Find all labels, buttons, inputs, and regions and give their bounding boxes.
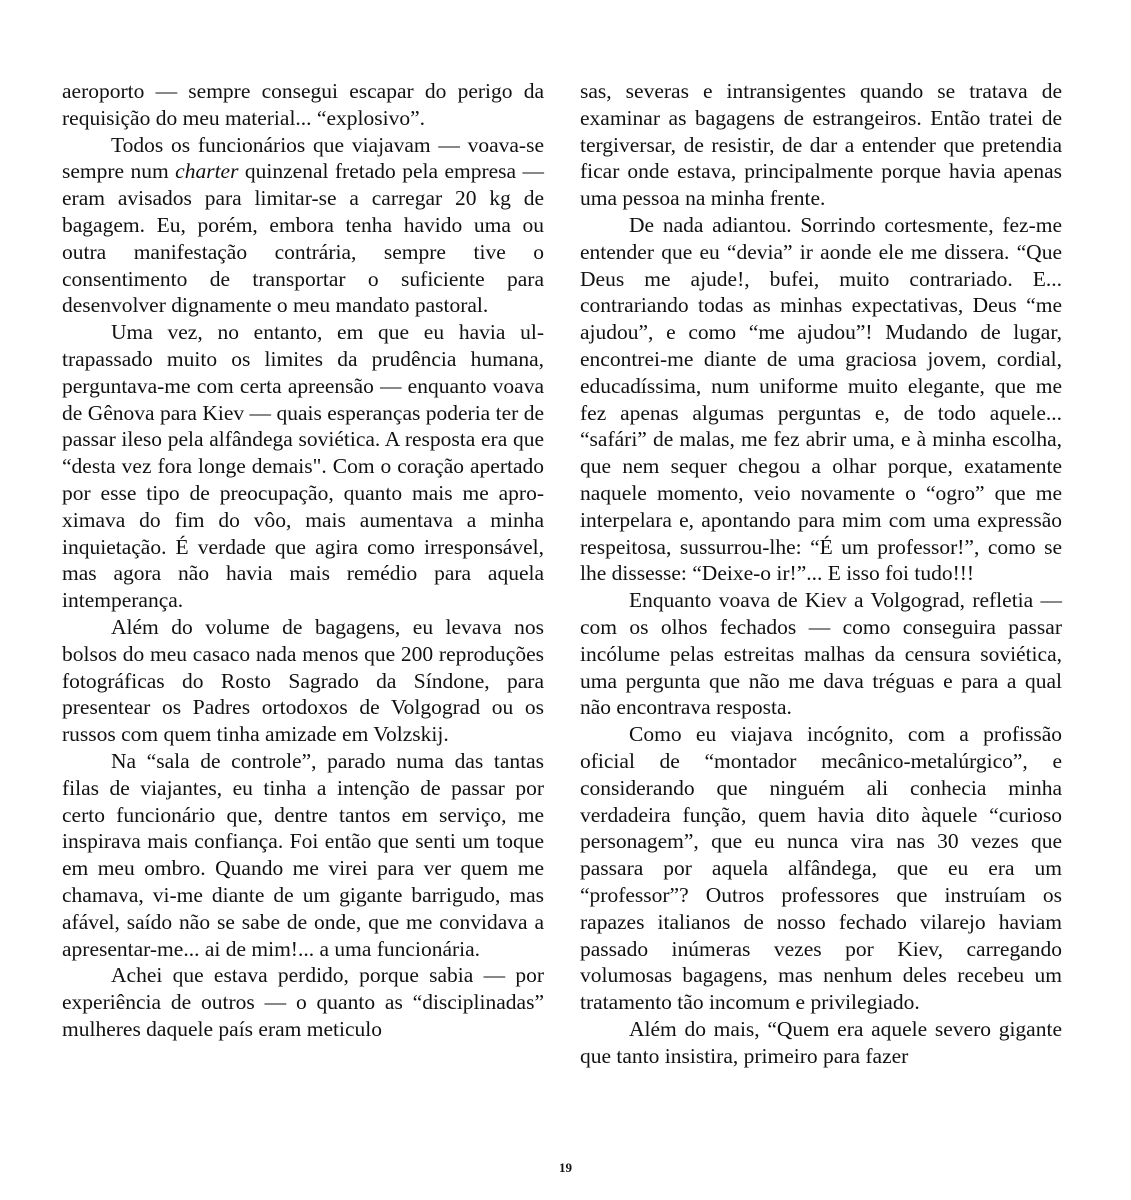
page-number: 19 <box>559 1160 572 1175</box>
left-text-column <box>62 78 544 1043</box>
paragraph: aeroporto — sempre consegui escapar do perigo da requisição do meu material... “explosivo”. <box>62 79 544 130</box>
paragraph <box>62 132 544 320</box>
paragraph: Achei que estava perdido, porque sabia — por experiência de outros — o quanto as “disciplinadas” mulheres daquele país eram meticulo <box>62 963 544 1041</box>
right-text-column <box>580 78 1062 1069</box>
paragraph: Enquanto voava de Kiev a Volgograd, refletia — com os olhos fechados — como conseguira passar incólume pelas estreitas malhas da censura soviética, uma pergunta que não me dava tréguas e para a qual não encontrava resposta. <box>580 588 1062 720</box>
paragraph: Uma vez, no entanto, em que eu havia ultrapassado muito os limites da prudência humana, perguntava-me com certa apreensão — enquanto voava de Gênova para Kiev — quais esperanças poderia ter de passar ileso pela alfândega soviética. A resposta era que “desta vez fora longe demais". Com o coração apertado por esse tipo de preocupação, quanto mais me aproximava do fim do vôo, mais aumentava a minha inquietação. É verdade que agira como irresponsável, mas agora não havia mais remédio para aquela intemperança. <box>62 320 544 613</box>
paragraph: De nada adiantou. Sorrindo cortesmente, fez-me entender que eu “devia” ir aonde ele me dissera. “Que Deus me ajude!, bufei, muito contrariado. E... contrariando todas as minhas expectativas, Deus “me ajudou”, e como “me ajudou”! Mudando de lugar, encontrei-me diante de uma graciosa jovem, cordial, educadíssima, num uniforme muito elegante, que me fez apenas algumas perguntas e, de todo aquele... “safári” de malas, me fez abrir uma, e à minha escolha, que nem sequer chegou a olhar porque, exatamente naquele momento, veio novamente o “ogro” que me interpelara e, apontando para mim com uma expressão respeitosa, sussurrou-lhe: “É um professor!”, como se lhe dissesse: “Deixe-o ir!”... E isso foi tudo!!! <box>580 212 1062 586</box>
paragraph-text: Todos os funcionários que viajavam — voava-se sempre num <box>62 132 544 184</box>
italic-term: charter <box>175 159 239 184</box>
paragraph: Como eu viajava incógnito, com a profissão oficial de “montador mecânico-metalúrgico”, e considerando que ninguém ali conhecia minha verdadeira função, quem havia dito àquele “curioso personagem”, que eu nunca vira nas 30 vezes que passara por aquela alfândega, que eu era um “professor”? Outros professores que instruíam os rapazes italianos de nosso fechado vilarejo haviam passado inúmeras vezes por Kiev, carregando volumosas bagagens, mas nenhum deles recebeu um tratamento tão incomum e privilegiado. <box>580 722 1062 1015</box>
paragraph: Além do mais, “Quem era aquele severo gigante que tanto insistira, primeiro para fazer <box>580 1016 1062 1068</box>
paragraph-text: quinzenal fretado pela empresa — eram avisados para limitar-se a carregar 20 kg de bagagem. Eu, porém, embora tenha havido uma ou outra manifestação contrária, sempre tive o consentimento de transportar o suficiente para desenvolver dignamente o meu mandato pastoral. <box>62 159 545 318</box>
paragraph: Na “sala de controle”, parado numa das tantas filas de viajantes, eu tinha a intenção de passar por certo funcionário que, dentre tantos em serviço, me inspirava mais confiança. Foi então que senti um toque em meu ombro. Quando me virei para ver quem me chamava, vi-me diante de um gigante barrigudo, mas afável, saído não se sabe de onde, que me convidava a apresentar-me... ai de mim!... a uma funcionária. <box>62 748 544 961</box>
paragraph: Além do volume de bagagens, eu levava nos bolsos do meu casaco nada menos que 200 reproduções fotográficas do Rosto Sagrado da Síndone, para presentear os Padres ortodoxos de Volgograd ou os russos com quem tinha amizade em Volzskij. <box>62 614 544 747</box>
paragraph: sas, severas e intransigentes quando se tratava de examinar as bagagens de estrangeiros. Então tratei de tergiversar, de resistir, de dar a entender que pretendia ficar onde estava, principalmente porque havia apenas uma pessoa na minha frente. <box>580 79 1062 211</box>
